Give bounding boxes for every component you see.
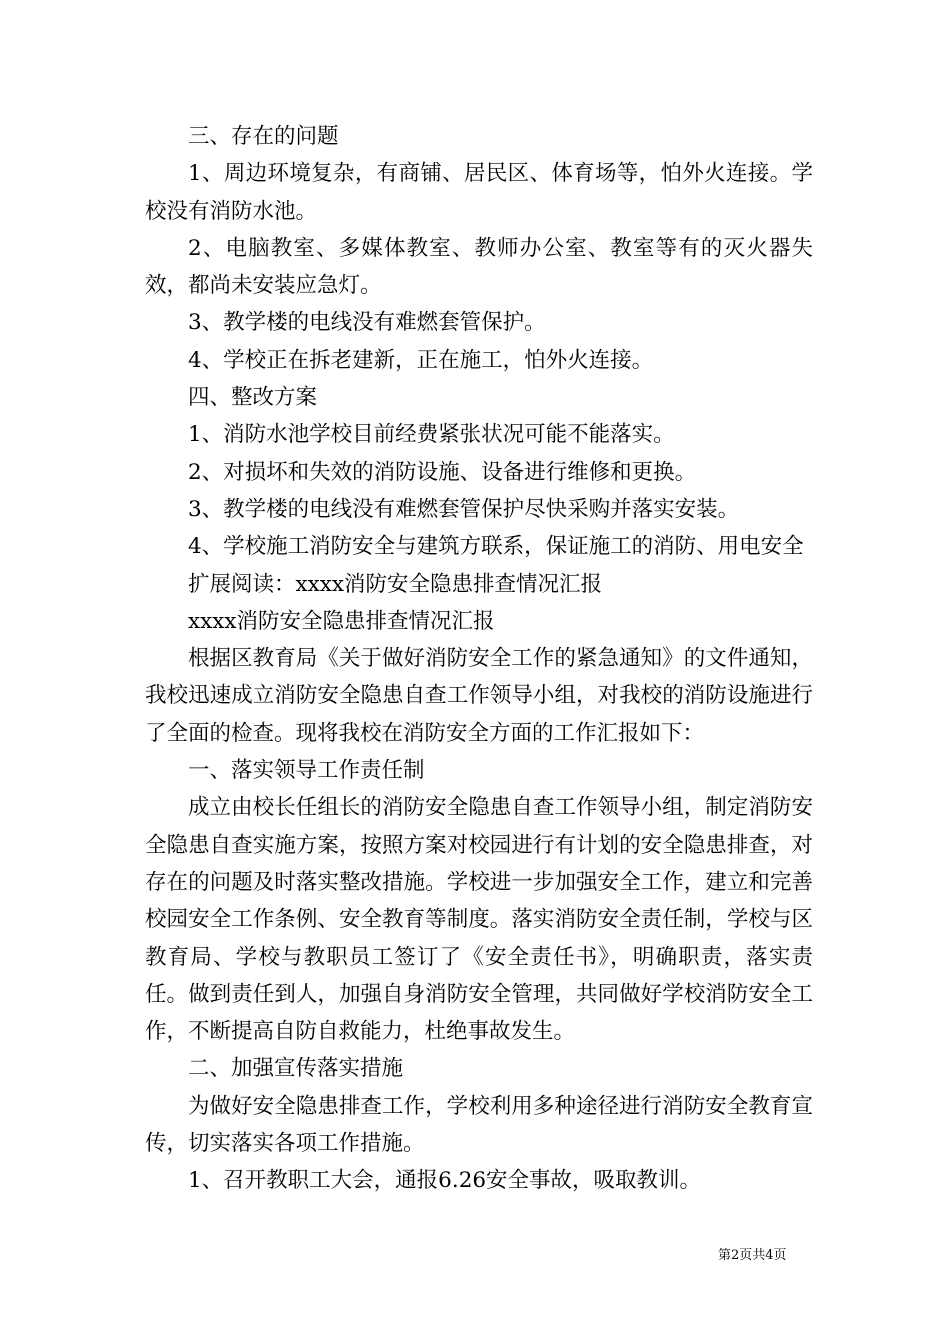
paragraph: 成立由校长任组长的消防安全隐患自查工作领导小组，制定消防安全隐患自查实施方案，按照方案对校园进行有计划的安全隐患排查，对存在的问题及时落实整改措施。学校进一步加强安全工作，建立和完善校园安全工作条例、安全教育等制度。落实消防安全责任制，学校与区教育局、学校与教职员工签订了《安全责任书》，明确职责，落实责任。做到责任到人，加强自身消防安全管理，共同做好学校消防安全工作，不断提高自防自救能力，杜绝事故发生。 [145,795,813,1045]
section-heading-responsibility: 一、落实领导工作责任制 [188,758,425,784]
paragraph: 2、对损坏和失效的消防设施、设备进行维修和更换。 [188,459,697,485]
paragraph: 1、召开教职工大会，通报6.26安全事故，吸取教训。 [188,1168,702,1194]
document-body [145,118,813,1200]
paragraph: 4、学校正在拆老建新，正在施工，怕外火连接。 [188,347,654,373]
paragraph: 根据区教育局《关于做好消防安全工作的紧急通知》的文件通知，我校迅速成立消防安全隐患自查工作领导小组，对我校的消防设施进行了全面的检查。现将我校在消防安全方面的工作汇报如下： [145,646,813,746]
report-title: xxxx消防安全隐患排查情况汇报 [188,608,495,634]
paragraph: 3、教学楼的电线没有难燃套管保护尽快采购并落实安装。 [188,496,740,522]
section-heading-rectification: 四、整改方案 [188,385,318,411]
paragraph: 1、周边环境复杂，有商铺、居民区、体育场等，怕外火连接。学校没有消防水池。 [145,161,813,224]
section-heading-problems: 三、存在的问题 [188,124,339,149]
paragraph: 为做好安全隐患排查工作，学校利用多种途径进行消防安全教育宣传，切实落实各项工作措施。 [145,1093,813,1157]
paragraph: 2、电脑教室、多媒体教室、教师办公室、教室等有的灭火器失效，都尚未安装应急灯。 [145,235,813,299]
paragraph: 1、消防水池学校目前经费紧张状况可能不能落实。 [188,422,675,448]
page-number: 第2页共4页 [718,1248,787,1263]
paragraph: 3、教学楼的电线没有难燃套管保护。 [188,310,546,336]
section-heading-publicity: 二、加强宣传落实措施 [188,1056,404,1082]
extended-reading-line: 扩展阅读：xxxx消防安全隐患排查情况汇报 [188,571,603,597]
paragraph: 4、学校施工消防安全与建筑方联系，保证施工的消防、用电安全 [188,534,804,560]
